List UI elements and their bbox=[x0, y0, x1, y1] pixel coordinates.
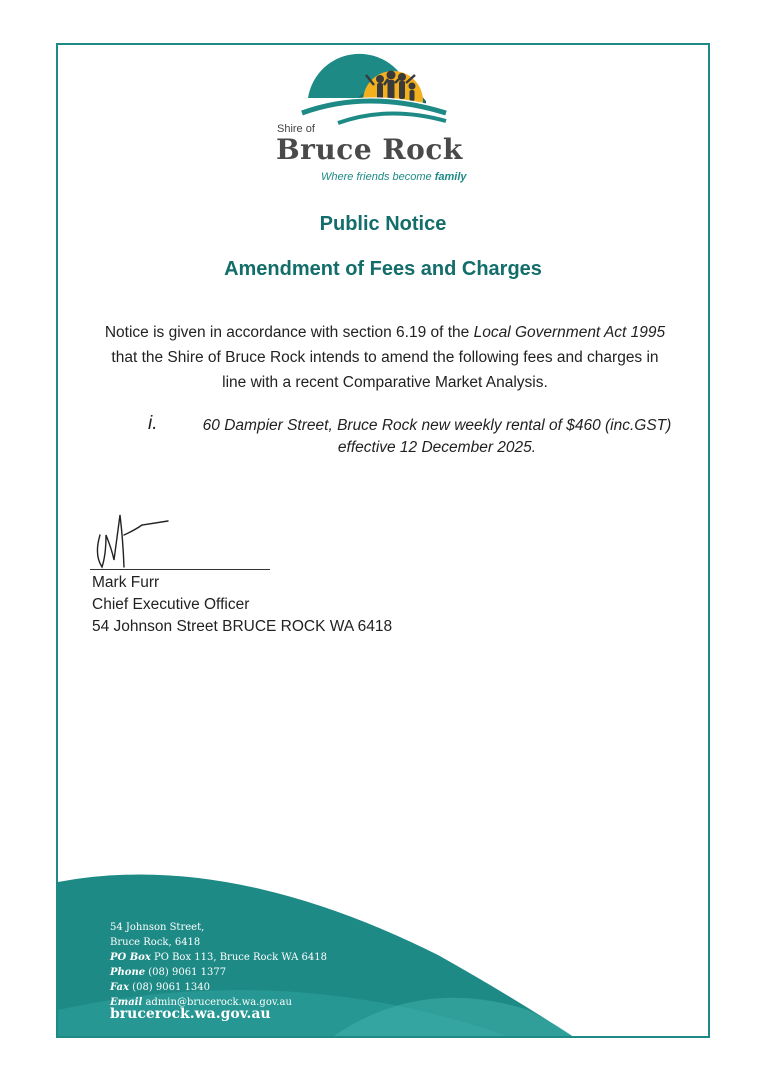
footer-email: Email admin@brucerock.wa.gov.au bbox=[110, 997, 292, 1008]
notice-heading: Public Notice bbox=[319, 213, 447, 235]
document-frame bbox=[56, 43, 710, 1038]
signatory-name: Mark Furr bbox=[92, 574, 160, 591]
footer-contact bbox=[110, 920, 327, 1010]
logo-shire-of: Shire of bbox=[277, 123, 315, 135]
footer-fax: Fax (08) 9061 1340 bbox=[110, 982, 210, 993]
signature-line bbox=[90, 569, 270, 570]
intro-act: Local Government Act 1995 bbox=[473, 324, 666, 341]
footer-phone: Phone (08) 9061 1377 bbox=[110, 967, 227, 978]
list-item-text: 60 Dampier Street, Bruce Rock new weekly rental of $460 (inc.GST) effective 12 December 2025. bbox=[202, 417, 672, 456]
logo-tagline-emphasis: family bbox=[434, 171, 467, 183]
logo-name: Bruce Rock bbox=[276, 133, 463, 166]
logo-tagline-prefix: Where friends become bbox=[321, 171, 432, 183]
signature-icon bbox=[90, 495, 200, 570]
footer-street: 54 Johnson Street, bbox=[110, 922, 205, 933]
intro-part1: Notice is given in accordance with section 6.19 of the bbox=[104, 324, 474, 341]
notice-list-item bbox=[148, 415, 688, 459]
signatory-title: Chief Executive Officer bbox=[92, 596, 250, 613]
logo-emblem-icon bbox=[298, 53, 448, 125]
notice-subheading: Amendment of Fees and Charges bbox=[224, 258, 542, 280]
intro-part2: that the Shire of Bruce Rock intends to amend the following fees and charges in line with a recent Comparative Market Analysis. bbox=[111, 349, 659, 391]
signatory-block bbox=[92, 572, 392, 638]
list-item-marker: i. bbox=[148, 413, 158, 434]
signatory-address: 54 Johnson Street BRUCE ROCK WA 6418 bbox=[92, 618, 393, 635]
footer-website: brucerock.wa.gov.au bbox=[110, 1006, 271, 1022]
logo-tagline bbox=[321, 171, 467, 183]
footer-town: Bruce Rock, 6418 bbox=[110, 937, 201, 948]
shire-logo bbox=[276, 53, 476, 193]
footer-po: PO Box PO Box 113, Bruce Rock WA 6418 bbox=[110, 952, 327, 963]
notice-intro bbox=[98, 320, 672, 395]
